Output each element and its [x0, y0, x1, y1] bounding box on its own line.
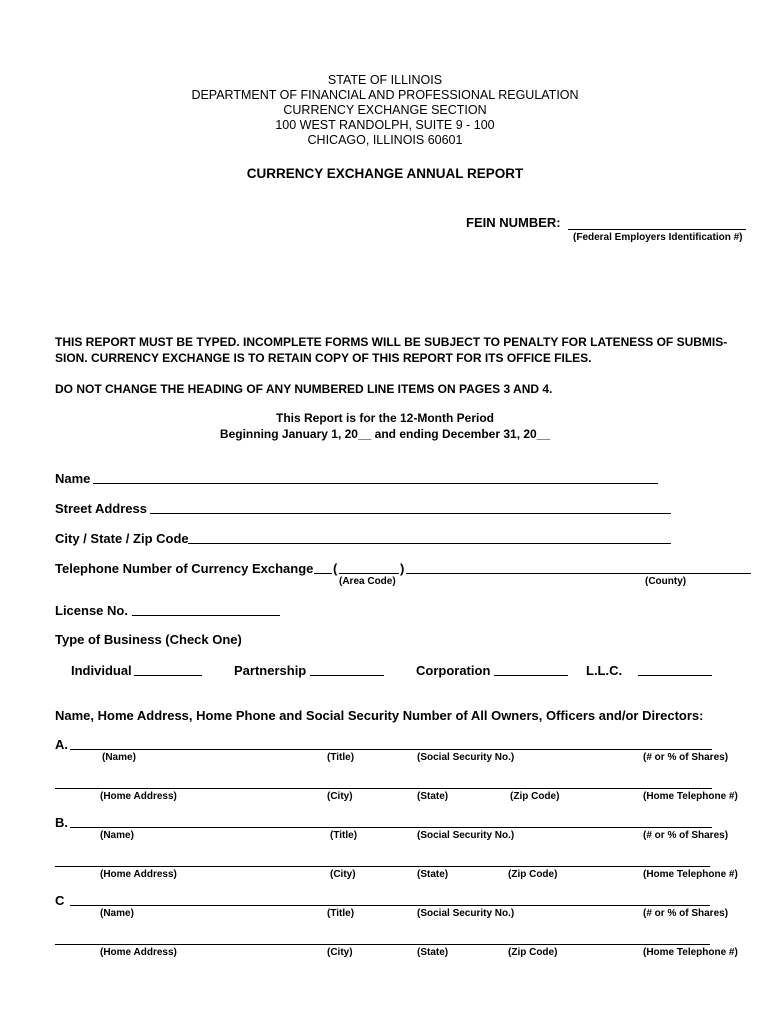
- area-code-caption: (Area Code): [339, 576, 396, 587]
- owner-c-name-caption: (Name): [100, 908, 134, 919]
- owners-heading: Name, Home Address, Home Phone and Social Security Number of All Owners, Officers and/or Directors:: [55, 708, 704, 723]
- telephone-label: Telephone Number of Currency Exchange: [55, 561, 314, 576]
- owner-b-title-caption: (Title): [330, 830, 358, 841]
- name-label: Name: [55, 471, 91, 486]
- owner-b-city-caption: (City): [330, 869, 356, 880]
- telephone-prefix-line[interactable]: [314, 573, 332, 574]
- owner-b-name-caption: (Name): [100, 830, 134, 841]
- header-address: 100 WEST RANDOLPH, SUITE 9 - 100: [275, 118, 495, 132]
- owner-c-line-1[interactable]: [70, 905, 710, 906]
- owner-a-name-caption: (Name): [102, 752, 136, 763]
- owner-c-city-caption: (City): [327, 947, 353, 958]
- owner-b-state-caption: (State): [417, 869, 449, 880]
- owner-b-phone-caption: (Home Telephone #): [643, 869, 738, 880]
- business-type-label: Type of Business (Check One): [55, 632, 242, 647]
- owner-a-ssn-caption: (Social Security No.): [417, 752, 515, 763]
- city-label: City / State / Zip Code: [55, 531, 189, 546]
- owner-c-address-caption: (Home Address): [100, 947, 177, 958]
- owner-b-letter: B.: [55, 815, 68, 830]
- owner-a-zip-caption: (Zip Code): [510, 791, 560, 802]
- notice-line-1: THIS REPORT MUST BE TYPED. INCOMPLETE FORMS WILL BE SUBJECT TO PENALTY FOR LATENESS OF SUBMIS-: [55, 335, 728, 349]
- license-label: License No.: [55, 603, 128, 618]
- option-partnership-label: Partnership: [234, 663, 307, 678]
- period-line-1: This Report is for the 12-Month Period: [275, 411, 494, 425]
- area-code-input-line[interactable]: [339, 573, 399, 574]
- option-corporation-label: Corporation: [416, 663, 491, 678]
- header-section: CURRENCY EXCHANGE SECTION: [283, 103, 487, 117]
- header-state: STATE OF ILLINOIS: [327, 73, 443, 87]
- telephone-input-line[interactable]: [406, 573, 751, 574]
- owner-c-line-2[interactable]: [55, 944, 710, 945]
- owner-c-title-caption: (Title): [327, 908, 355, 919]
- owner-a-address-caption: (Home Address): [100, 791, 177, 802]
- owner-b-ssn-caption: (Social Security No.): [417, 830, 515, 841]
- license-input-line[interactable]: [132, 615, 280, 616]
- owner-b-address-caption: (Home Address): [100, 869, 177, 880]
- owner-a-line-2[interactable]: [55, 788, 712, 789]
- page-title: CURRENCY EXCHANGE ANNUAL REPORT: [246, 166, 524, 181]
- owner-b-shares-caption: (# or % of Shares): [643, 830, 729, 841]
- owner-c-state-caption: (State): [417, 947, 449, 958]
- area-code-open-paren: (: [333, 561, 338, 576]
- owner-c-letter: C: [55, 893, 65, 908]
- option-llc-label: L.L.C.: [586, 663, 623, 678]
- owner-a-phone-caption: (Home Telephone #): [643, 791, 738, 802]
- owner-b-line-2[interactable]: [55, 866, 710, 867]
- option-partnership-check[interactable]: [310, 675, 384, 676]
- fein-input-line[interactable]: [568, 229, 746, 230]
- period-line-2: Beginning January 1, 20__ and ending December 31, 20__: [219, 427, 551, 441]
- owner-a-letter: A.: [55, 737, 68, 752]
- county-caption: (County): [645, 576, 687, 587]
- city-input-line[interactable]: [188, 543, 671, 544]
- name-input-line[interactable]: [93, 483, 658, 484]
- fein-caption: (Federal Employers Identification #): [573, 232, 743, 243]
- owner-a-line-1[interactable]: [70, 749, 712, 750]
- owner-a-city-caption: (City): [327, 791, 353, 802]
- street-label: Street Address: [55, 501, 147, 516]
- header-city: CHICAGO, ILLINOIS 60601: [307, 133, 463, 147]
- owner-c-shares-caption: (# or % of Shares): [643, 908, 729, 919]
- notice-line-3: DO NOT CHANGE THE HEADING OF ANY NUMBERED LINE ITEMS ON PAGES 3 AND 4.: [55, 382, 553, 396]
- owner-a-state-caption: (State): [417, 791, 449, 802]
- owner-a-shares-caption: (# or % of Shares): [643, 752, 729, 763]
- fein-label: FEIN NUMBER:: [466, 215, 561, 230]
- option-corporation-check[interactable]: [494, 675, 568, 676]
- owner-a-title-caption: (Title): [327, 752, 355, 763]
- owner-b-line-1[interactable]: [70, 827, 712, 828]
- option-llc-check[interactable]: [638, 675, 712, 676]
- option-individual-label: Individual: [71, 663, 132, 678]
- notice-line-2: SION. CURRENCY EXCHANGE IS TO RETAIN COPY OF THIS REPORT FOR ITS OFFICE FILES.: [55, 351, 592, 365]
- street-input-line[interactable]: [150, 513, 671, 514]
- owner-b-zip-caption: (Zip Code): [508, 869, 558, 880]
- owner-c-phone-caption: (Home Telephone #): [643, 947, 738, 958]
- header-department: DEPARTMENT OF FINANCIAL AND PROFESSIONAL REGULATION: [191, 88, 579, 102]
- option-individual-check[interactable]: [134, 675, 202, 676]
- owner-c-zip-caption: (Zip Code): [508, 947, 558, 958]
- area-code-close-paren: ): [400, 561, 405, 576]
- owner-c-ssn-caption: (Social Security No.): [417, 908, 515, 919]
